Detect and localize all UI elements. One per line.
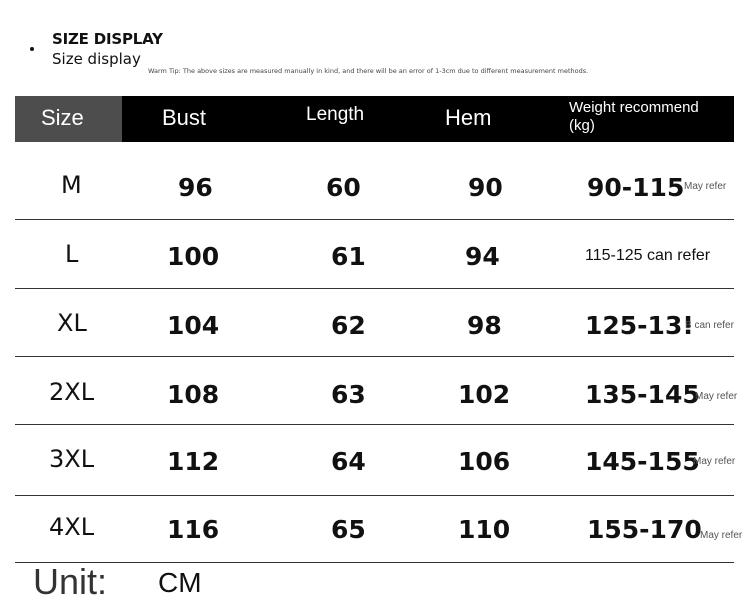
table-header [15, 96, 734, 142]
col-bust: Bust [162, 105, 207, 130]
cell-size: 3XL [49, 445, 95, 473]
cell-bust: 96 [178, 173, 213, 202]
cell-weight: 135-145 [585, 380, 700, 409]
col-weight-unit: (kg) [569, 117, 595, 134]
row-divider [15, 495, 734, 496]
row-divider [15, 424, 734, 425]
cell-hem: 102 [458, 380, 511, 409]
warm-tip: Warm Tip: The above sizes are measured manually in kind, and there will be an error of 1-3cm due to different measurement methods. [148, 67, 589, 75]
cell-size: L [65, 240, 79, 268]
cell-note: May refer [693, 456, 736, 467]
row-divider [15, 562, 734, 563]
cell-bust: 108 [167, 380, 220, 409]
cell-size: 4XL [49, 513, 95, 541]
table-row [15, 372, 738, 422]
cell-size: XL [57, 309, 87, 337]
table-row [15, 303, 734, 353]
unit-label: Unit: [33, 561, 108, 602]
cell-weight: 145-155 [585, 447, 700, 476]
cell-hem: 98 [467, 311, 502, 340]
cell-length: 61 [331, 242, 366, 271]
cell-length: 60 [326, 173, 361, 202]
col-weight: Weight recommend [569, 99, 699, 116]
table-row [15, 507, 743, 557]
col-hem: Hem [445, 105, 492, 130]
cell-weight: 125-13! [585, 311, 694, 340]
cell-weight: 155-170 [587, 515, 702, 544]
table-row [15, 234, 734, 284]
cell-bust: 104 [167, 311, 220, 340]
row-divider [15, 219, 734, 220]
col-length: Length [306, 104, 365, 125]
cell-hem: 94 [465, 242, 500, 271]
cell-hem: 110 [458, 515, 511, 544]
cell-weight: 90-115 [587, 173, 685, 202]
cell-note: B can refer [685, 320, 734, 331]
cell-bust: 116 [167, 515, 220, 544]
cell-note: May refer [684, 181, 727, 192]
cell-length: 64 [331, 447, 366, 476]
cell-note: May refer [700, 530, 743, 541]
cell-size: 2XL [49, 378, 95, 406]
cell-bust: 100 [167, 242, 220, 271]
cell-note: May refer [695, 391, 738, 402]
table-row [15, 165, 734, 215]
cell-size: M [61, 171, 82, 199]
page-subtitle: Size display [52, 50, 141, 68]
cell-bust: 112 [167, 447, 220, 476]
cell-hem: 90 [468, 173, 503, 202]
cell-length: 63 [331, 380, 366, 409]
cell-length: 65 [331, 515, 366, 544]
bullet-dot [30, 47, 34, 51]
unit-value: CM [158, 567, 202, 598]
cell-hem: 106 [458, 447, 511, 476]
col-size: Size [41, 105, 84, 130]
cell-length: 62 [331, 311, 366, 340]
row-divider [15, 288, 734, 289]
cell-weight: 115-125 can refer [585, 247, 711, 264]
page-title: SIZE DISPLAY [52, 30, 163, 48]
row-divider [15, 356, 734, 357]
table-row [15, 439, 734, 489]
